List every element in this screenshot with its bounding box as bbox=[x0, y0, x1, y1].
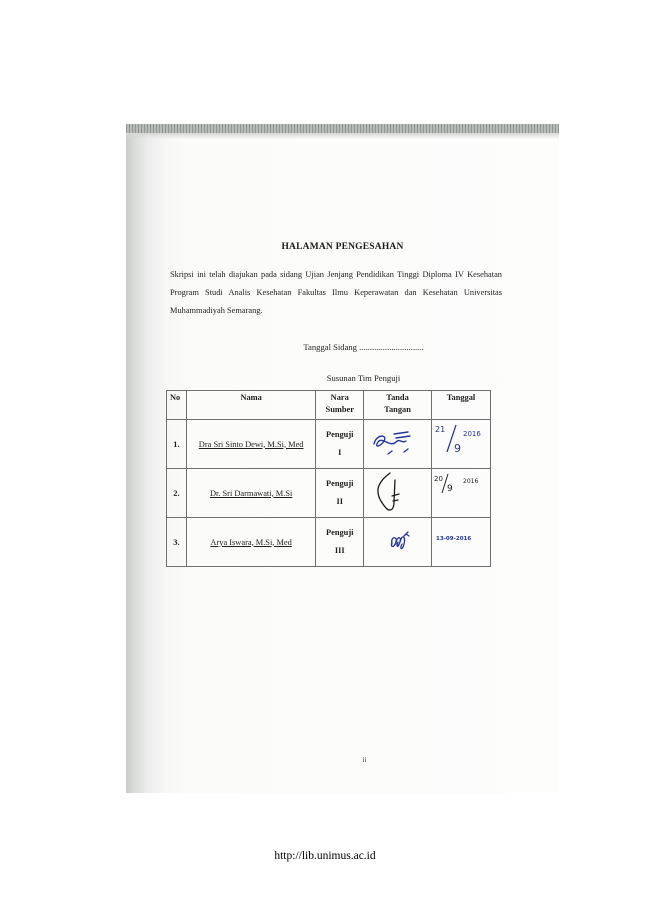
date-year: 2016 bbox=[462, 430, 481, 438]
header-nara-sumber bbox=[316, 391, 364, 420]
handwritten-signature-2 bbox=[368, 470, 428, 516]
examiner-role bbox=[316, 469, 364, 518]
exam-date-line: Tanggal Sidang .............................. bbox=[303, 342, 424, 352]
scan-edge-shadow bbox=[126, 133, 559, 139]
examiner-role-number: II bbox=[336, 497, 343, 506]
date-year: 2016 bbox=[462, 478, 479, 485]
handwritten-date-1 bbox=[432, 422, 490, 466]
examiner-role-label: Penguji bbox=[326, 528, 354, 537]
date-cell bbox=[431, 469, 490, 518]
examiner-name-text: Arya Iswara, M.Si, Med bbox=[210, 537, 292, 547]
signature-cell bbox=[364, 518, 432, 567]
row-number: 3. bbox=[167, 518, 187, 567]
header-nara-line1: Nara bbox=[330, 393, 349, 402]
row-number: 2. bbox=[167, 469, 187, 518]
date-cell bbox=[431, 420, 490, 469]
header-tanda-tangan bbox=[364, 391, 432, 420]
header-tanda-line2: Tangan bbox=[384, 405, 411, 414]
examiner-name bbox=[186, 518, 316, 567]
date-full: 13-09-2016 bbox=[435, 536, 472, 542]
header-nama: Nama bbox=[186, 391, 316, 420]
header-no: No bbox=[167, 391, 187, 420]
handwritten-date-3 bbox=[432, 522, 490, 562]
scanned-page bbox=[126, 124, 559, 793]
table-header-row bbox=[167, 391, 491, 420]
examiner-table bbox=[166, 390, 491, 567]
row-number: 1. bbox=[167, 420, 187, 469]
scan-top-edge bbox=[126, 124, 559, 133]
date-month: 9 bbox=[446, 484, 453, 494]
examiner-name-text: Dr. Sri Darmawati, M.Si bbox=[209, 488, 293, 498]
approval-paragraph: Skripsi ini telah diajukan pada sidang Ujian Jenjang Pendidikan Tinggi Diploma IV Kesehatan Program Studi Analis Kesehatan Fakultas Ilmu Keperawatan dan Kesehatan Universitas Muhammadiyah Semarang. bbox=[170, 270, 502, 315]
header-tanda-line1: Tanda bbox=[386, 393, 409, 402]
examiner-role bbox=[316, 518, 364, 567]
examiner-role-number: I bbox=[338, 448, 342, 457]
examiner-role-label: Penguji bbox=[326, 479, 354, 488]
table-row bbox=[167, 420, 491, 469]
signature-cell bbox=[364, 420, 432, 469]
committee-heading: Susunan Tim Penguji bbox=[326, 373, 401, 383]
page-title: HALAMAN PENGESAHAN bbox=[281, 242, 404, 252]
examiner-role-number: III bbox=[334, 546, 345, 555]
examiner-name bbox=[186, 469, 316, 518]
handwritten-signature-3 bbox=[368, 522, 428, 562]
page-number: ii bbox=[362, 756, 367, 764]
date-day: 21 bbox=[434, 425, 446, 434]
header-tanggal: Tanggal bbox=[431, 391, 490, 420]
signature-cell bbox=[364, 469, 432, 518]
examiner-role-label: Penguji bbox=[326, 430, 354, 439]
date-month: 9 bbox=[453, 442, 461, 455]
examiner-role bbox=[316, 420, 364, 469]
handwritten-signature-1 bbox=[368, 424, 428, 464]
examiner-name bbox=[186, 420, 316, 469]
date-day: 20 bbox=[433, 475, 443, 483]
handwritten-date-2 bbox=[432, 471, 490, 515]
table-row bbox=[167, 469, 491, 518]
date-cell bbox=[431, 518, 490, 567]
examiner-name-text: Dra Sri Sinto Dewi, M.Si, Med bbox=[198, 439, 304, 449]
table-row bbox=[167, 518, 491, 567]
source-url: http://lib.unimus.ac.id bbox=[274, 850, 376, 862]
header-nara-line2: Sumber bbox=[325, 405, 354, 414]
